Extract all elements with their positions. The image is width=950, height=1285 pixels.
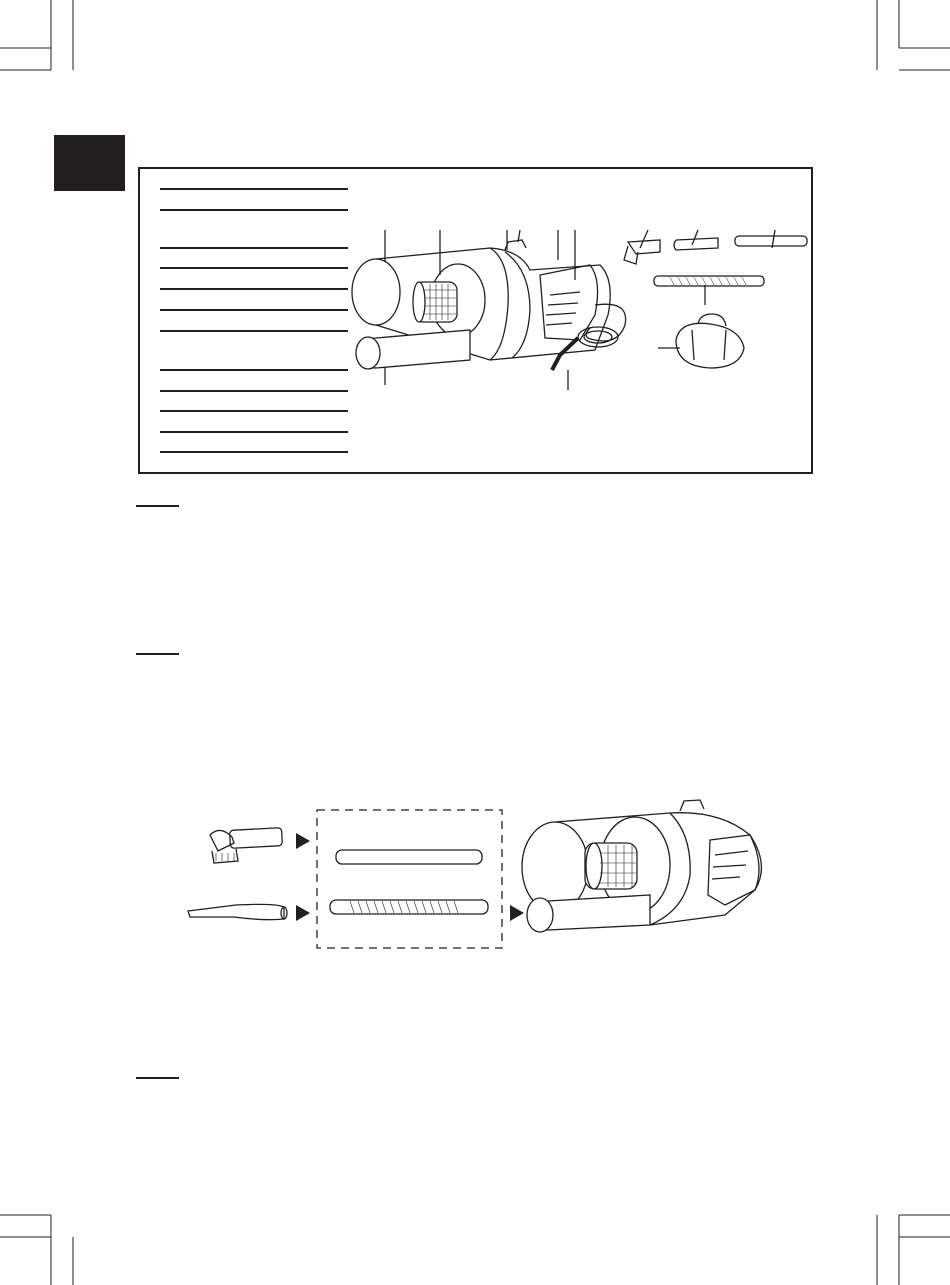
section-heading-rule xyxy=(136,1077,179,1079)
parts-list-line xyxy=(160,451,348,453)
parts-list-line xyxy=(160,247,348,249)
parts-list-line xyxy=(160,267,348,269)
vacuum-parts-illustration xyxy=(340,220,810,400)
language-tab xyxy=(54,135,125,191)
section-heading-rule xyxy=(136,505,179,507)
parts-list-line xyxy=(160,309,348,311)
parts-list-line xyxy=(160,209,348,211)
parts-list-line xyxy=(160,288,348,290)
parts-list-line xyxy=(160,369,348,371)
parts-list-line xyxy=(160,330,348,332)
parts-list-line xyxy=(160,390,348,392)
section-heading-rule xyxy=(136,653,179,655)
parts-list-line xyxy=(160,410,348,412)
parts-list-line xyxy=(160,188,348,190)
accessory-assembly-illustration xyxy=(180,795,780,955)
parts-list-line xyxy=(160,431,348,433)
